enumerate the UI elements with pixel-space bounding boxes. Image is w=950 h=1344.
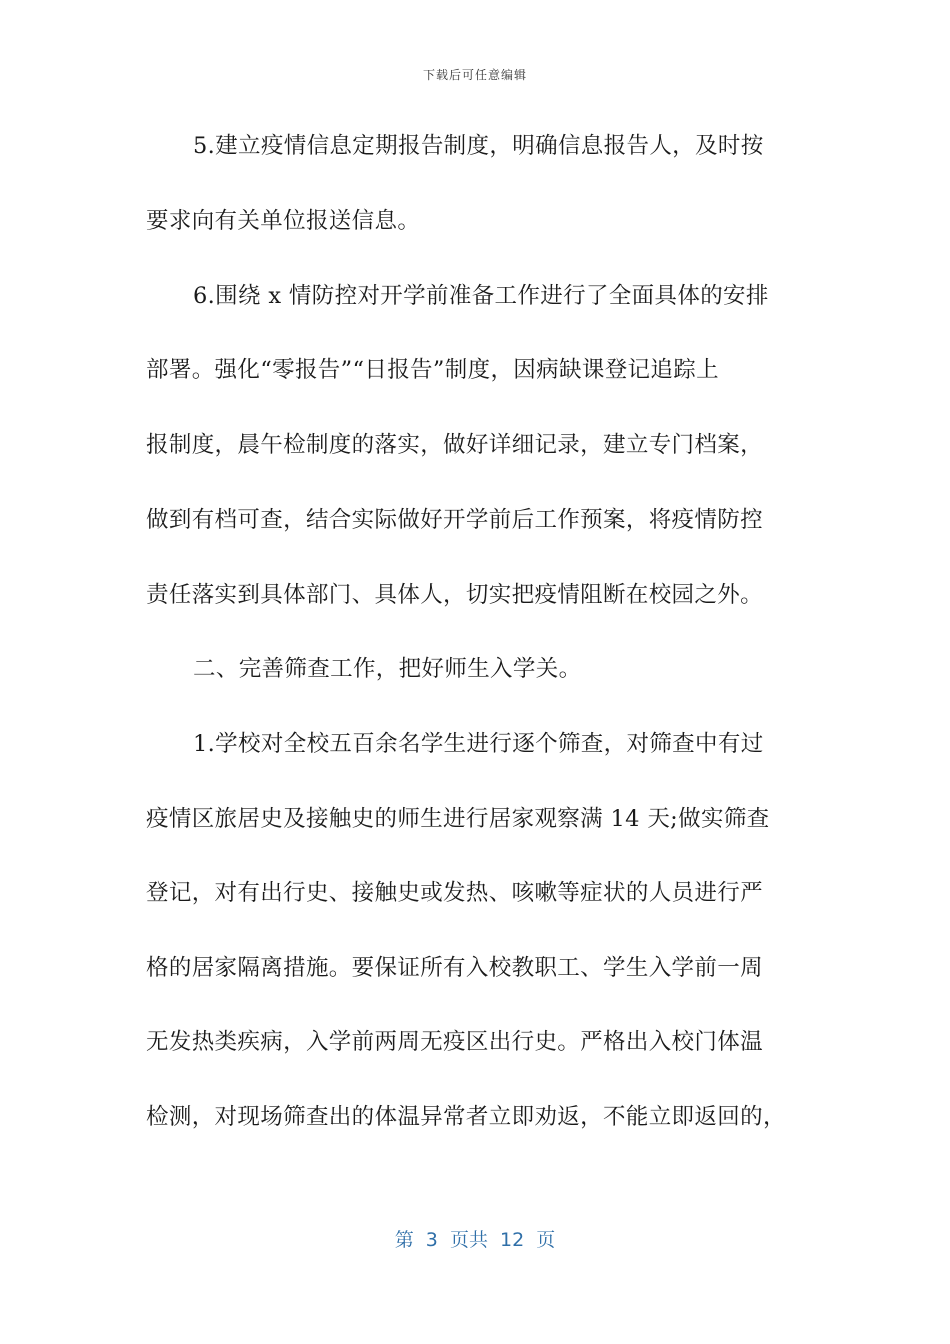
paragraph-line: 报制度，晨午检制度的落实，做好详细记录，建立专门档案， (146, 432, 763, 458)
paragraph-line: 登记，对有出行史、接触史或发热、咳嗽等症状的人员进行严 (146, 880, 763, 906)
paragraph-line: 部署。强化“零报告”“日报告”制度，因病缺课登记追踪上 (146, 357, 719, 383)
paragraph-line: 要求向有关单位报送信息。 (146, 208, 421, 234)
paragraph-line: 责任落实到具体部门、具体人，切实把疫情阻断在校园之外。 (146, 582, 763, 608)
paragraph-line: 检测，对现场筛查出的体温异常者立即劝返，不能立即返回的， (146, 1104, 786, 1130)
paragraph-line: 6.围绕 x 情防控对开学前准备工作进行了全面具体的安排 (193, 283, 769, 309)
paragraph-line: 格的居家隔离措施。要保证所有入校教职工、学生入学前一周 (146, 955, 763, 981)
paragraph-line: 无发热类疾病，入学前两周无疫区出行史。严格出入校门体温 (146, 1029, 763, 1055)
paragraph-line: 做到有档可查，结合实际做好开学前后工作预案，将疫情防控 (146, 507, 763, 533)
page-header-note: 下载后可任意编辑 (422, 68, 527, 82)
section-heading: 二、完善筛查工作，把好师生入学关。 (193, 656, 582, 682)
paragraph-line: 1.学校对全校五百余名学生进行逐个筛查，对筛查中有过 (193, 731, 764, 757)
page-number-footer: 第 3 页共 12 页 (394, 1229, 556, 1251)
paragraph-line: 疫情区旅居史及接触史的师生进行居家观察满 14 天;做实筛查 (146, 806, 770, 832)
paragraph-line: 5.建立疫情信息定期报告制度，明确信息报告人，及时按 (193, 133, 764, 159)
